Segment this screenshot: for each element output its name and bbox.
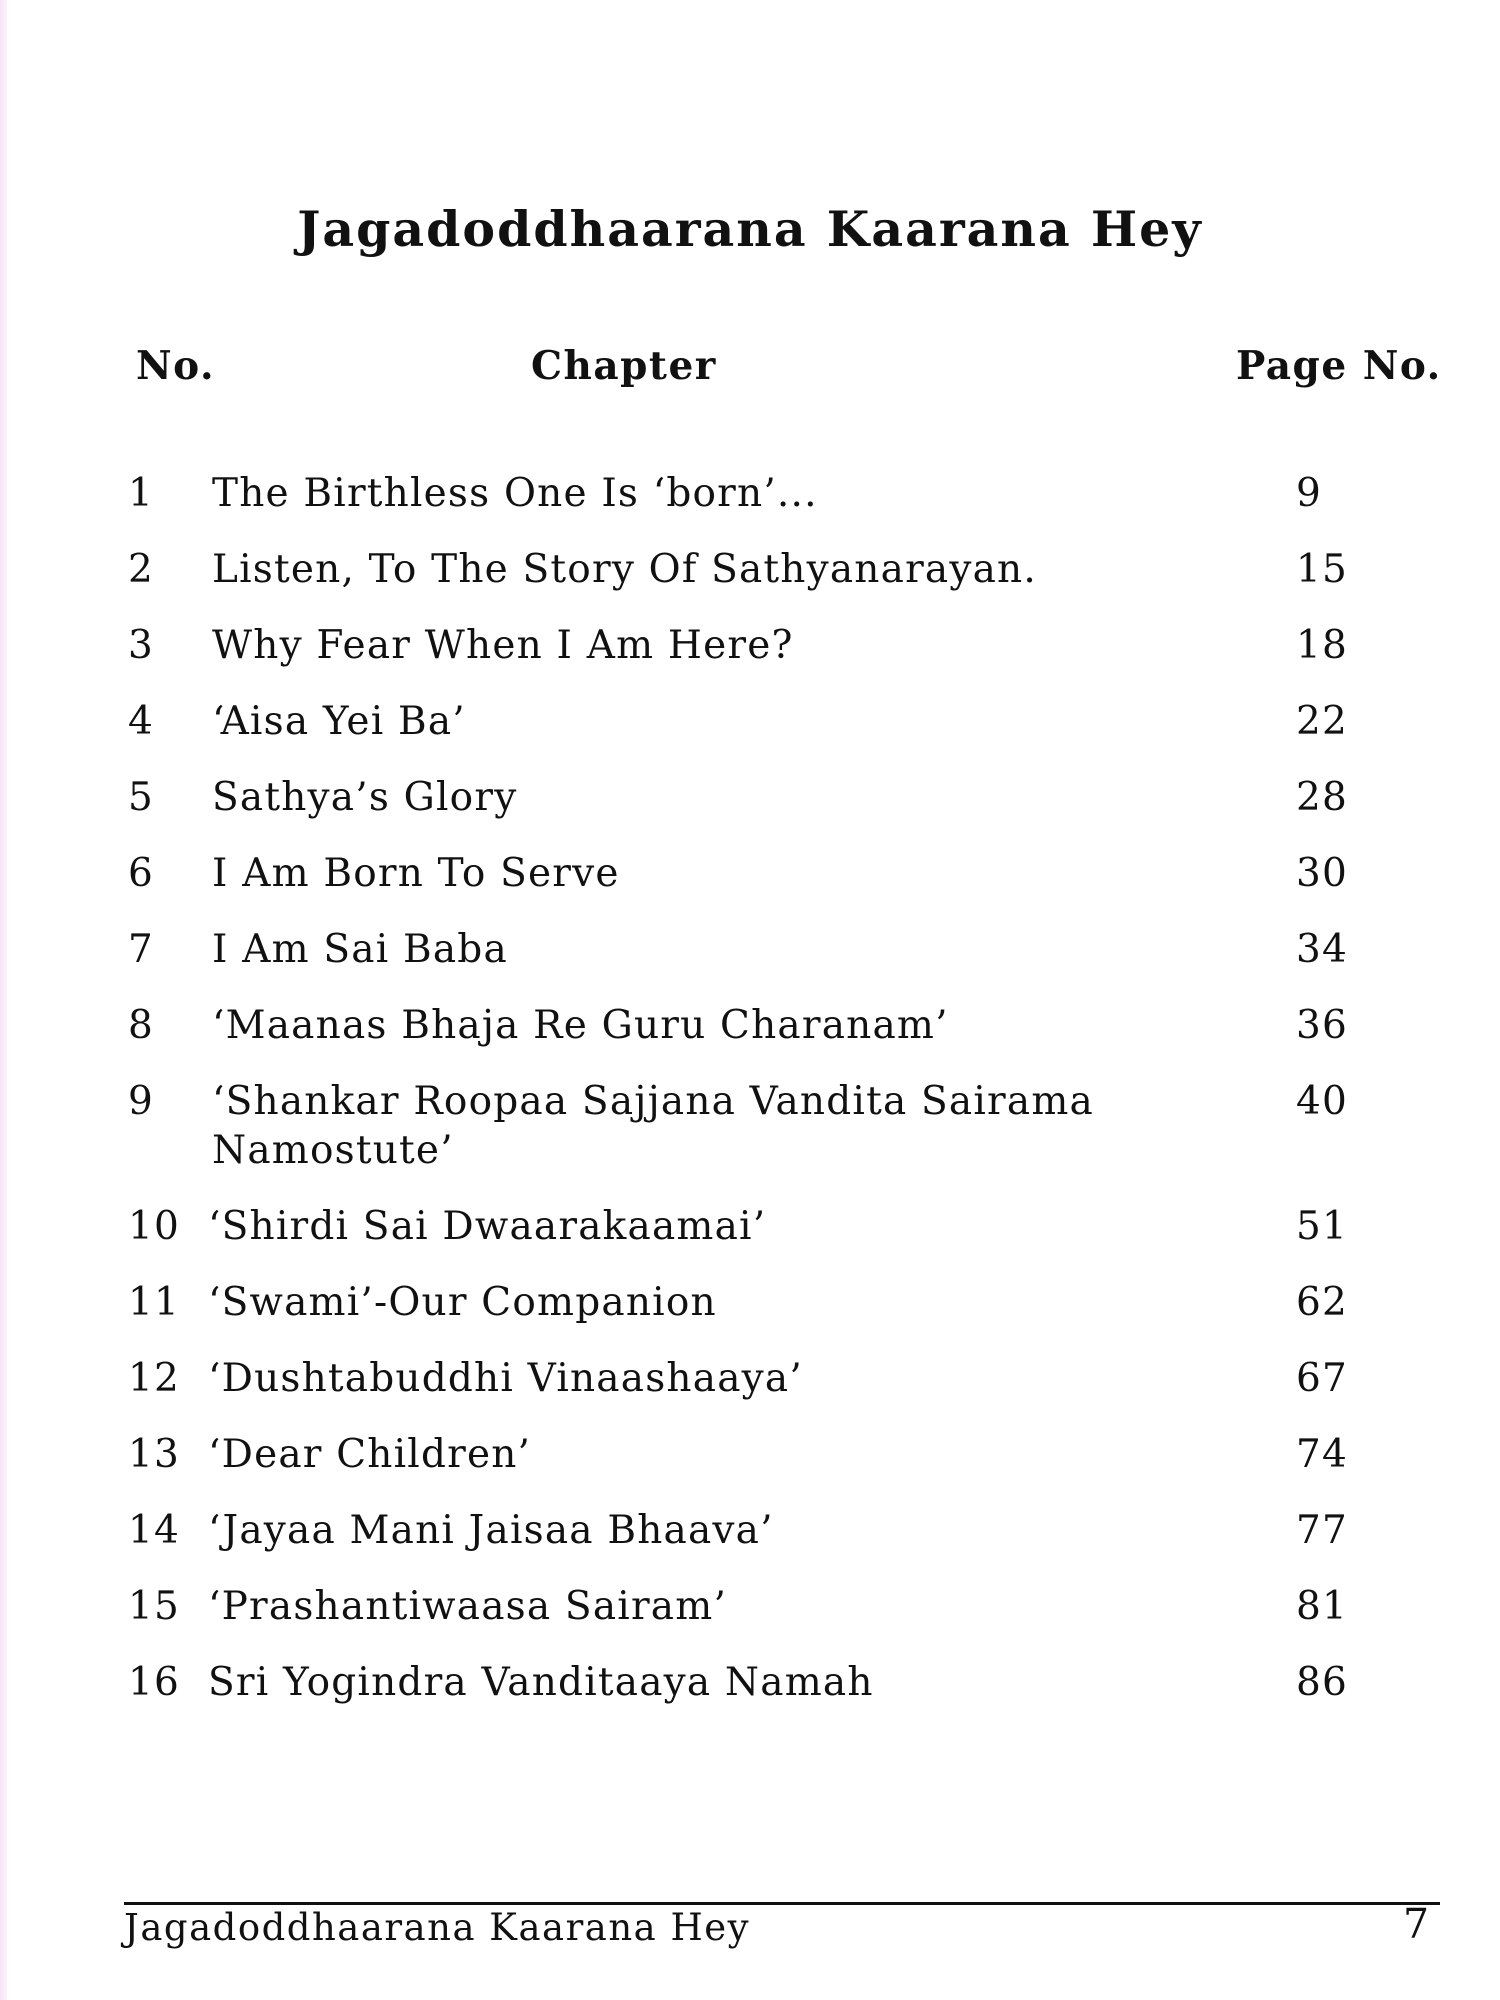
chapter-number: 11 (128, 1280, 181, 1325)
chapter-number: 14 (128, 1508, 181, 1553)
chapter-title: Listen, To The Story Of Sathyanarayan. (212, 547, 1037, 592)
chapter-page: 67 (1296, 1356, 1349, 1401)
chapter-number: 15 (128, 1584, 181, 1629)
chapter-number: 9 (128, 1079, 155, 1124)
chapter-number: 12 (128, 1356, 181, 1401)
chapter-page: 77 (1296, 1508, 1349, 1553)
chapter-title: I Am Sai Baba (212, 927, 508, 972)
chapter-page: 18 (1296, 623, 1349, 668)
page-edge (0, 0, 7, 2000)
chapter-number: 7 (128, 927, 155, 972)
chapter-title: ‘Swami’-Our Companion (208, 1280, 717, 1325)
chapter-number: 13 (128, 1432, 181, 1477)
chapter-title: ‘Shankar Roopaa Sajjana Vandita Sairama (212, 1079, 1094, 1124)
chapter-page: 86 (1296, 1660, 1349, 1705)
chapter-page: 15 (1296, 547, 1349, 592)
chapter-page: 9 (1296, 471, 1323, 516)
chapter-page: 22 (1296, 699, 1349, 744)
chapter-number: 6 (128, 851, 155, 896)
chapter-page: 36 (1296, 1003, 1349, 1048)
footer-rule (124, 1902, 1440, 1905)
chapter-number: 16 (128, 1660, 181, 1705)
column-header-no: No. (136, 343, 216, 389)
footer-page-number: 7 (1403, 1900, 1430, 1948)
chapter-page: 34 (1296, 927, 1349, 972)
chapter-page: 74 (1296, 1432, 1349, 1477)
column-header-chapter: Chapter (531, 343, 717, 389)
chapter-title: ‘Dear Children’ (208, 1432, 532, 1477)
chapter-title: ‘Shirdi Sai Dwaarakaamai’ (208, 1204, 767, 1249)
chapter-page: 30 (1296, 851, 1349, 896)
chapter-title: Why Fear When I Am Here? (212, 623, 794, 668)
chapter-title: ‘Prashantiwaasa Sairam’ (208, 1584, 728, 1629)
running-footer-title: Jagadoddhaarana Kaarana Hey (124, 1906, 751, 1949)
chapter-page: 28 (1296, 775, 1349, 820)
chapter-page: 51 (1296, 1204, 1349, 1249)
chapter-number: 5 (128, 775, 155, 820)
chapter-number: 3 (128, 623, 155, 668)
chapter-title: The Birthless One Is ‘born’... (212, 471, 818, 516)
chapter-title: ‘Jayaa Mani Jaisaa Bhaava’ (208, 1508, 774, 1553)
chapter-title: ‘Maanas Bhaja Re Guru Charanam’ (212, 1003, 949, 1048)
chapter-title: ‘Aisa Yei Ba’ (212, 699, 466, 744)
chapter-title-continuation: Namostute’ (212, 1128, 454, 1173)
chapter-title: Sri Yogindra Vanditaaya Namah (208, 1660, 874, 1705)
chapter-title: ‘Dushtabuddhi Vinaashaaya’ (208, 1356, 803, 1401)
chapter-title: I Am Born To Serve (212, 851, 620, 896)
chapter-number: 4 (128, 699, 155, 744)
chapter-page: 81 (1296, 1584, 1349, 1629)
page-title: Jagadoddhaarana Kaarana Hey (297, 200, 1203, 258)
chapter-page: 62 (1296, 1280, 1349, 1325)
column-header-page-no: Page No. (1236, 343, 1442, 389)
chapter-number: 10 (128, 1204, 181, 1249)
chapter-number: 8 (128, 1003, 155, 1048)
chapter-number: 2 (128, 547, 155, 592)
chapter-number: 1 (128, 471, 155, 516)
chapter-title: Sathya’s Glory (212, 775, 518, 820)
chapter-page: 40 (1296, 1079, 1349, 1124)
